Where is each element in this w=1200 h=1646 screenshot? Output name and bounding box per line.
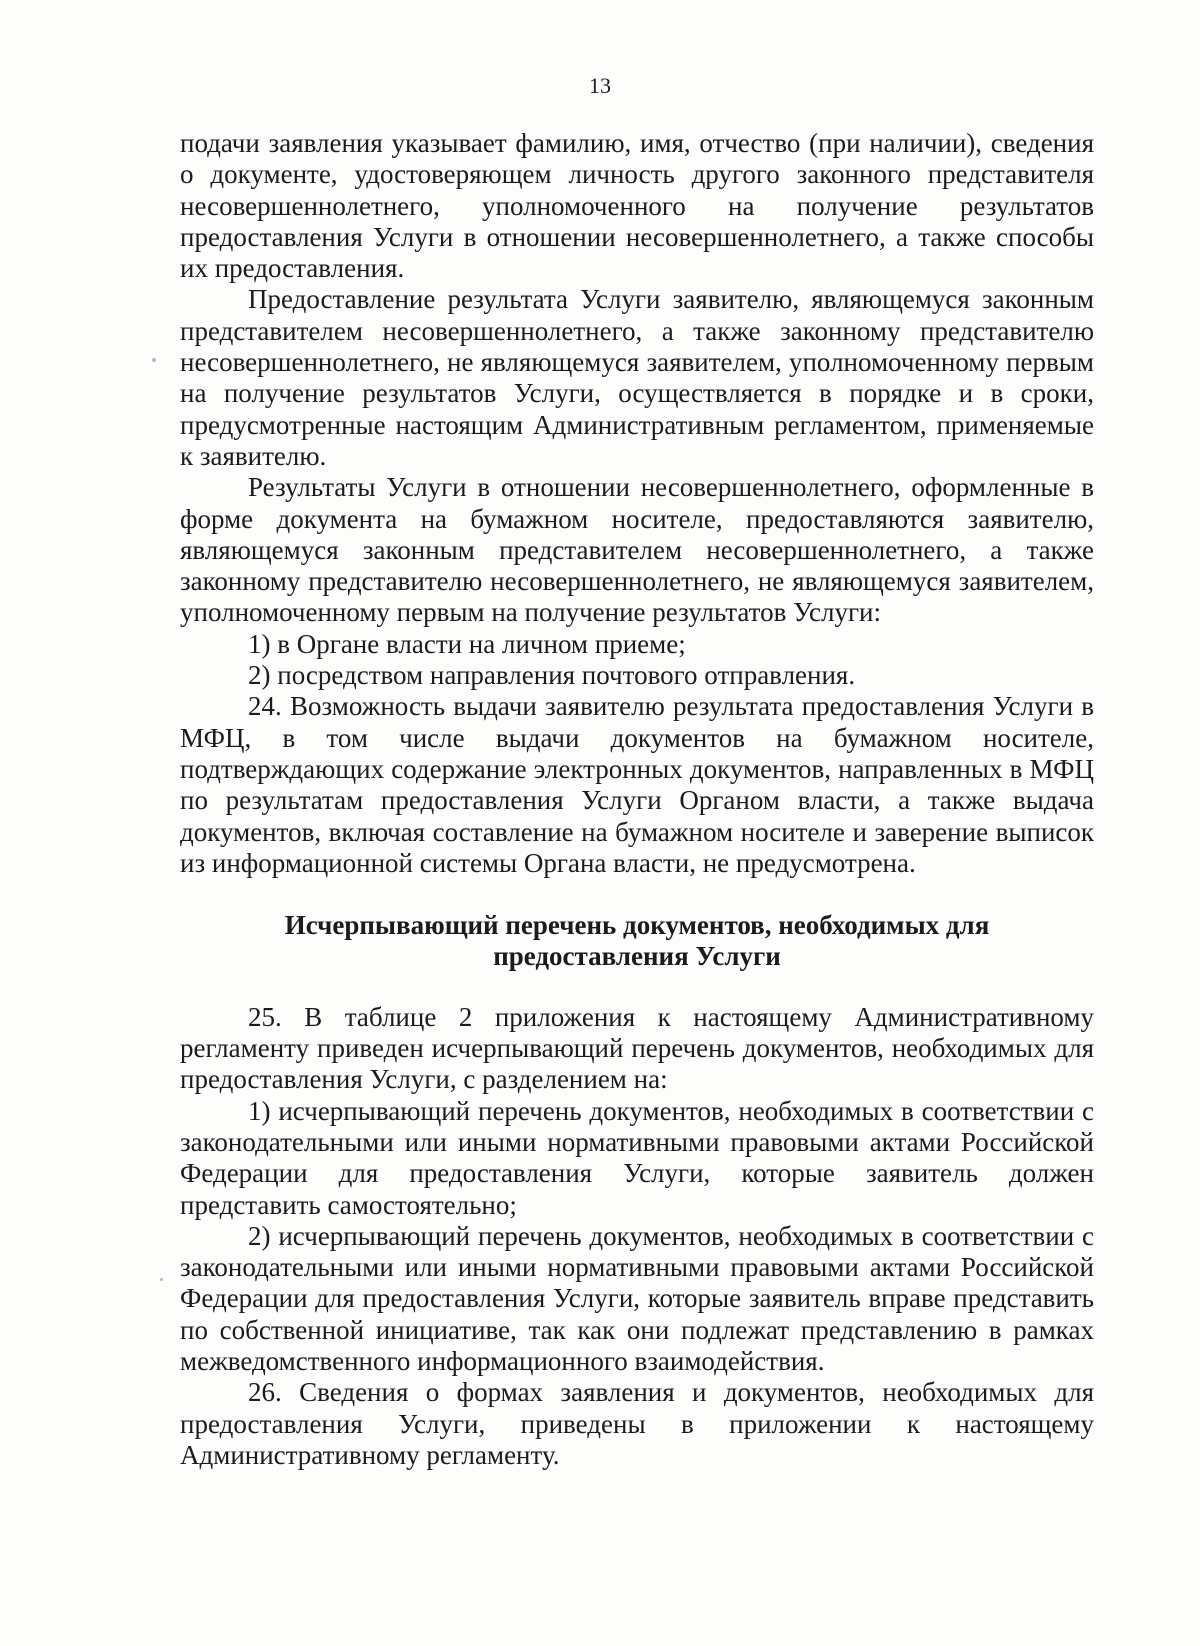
paragraph-26: 26. Сведения о формах заявления и документов, необходимых для предоставления Услуги, приведены в приложении к настоящему Административному регламенту. (180, 1377, 1094, 1470)
paragraph-25: 25. В таблице 2 приложения к настоящему Административному регламенту приведен исчерпывающий перечень документов, необходимых для предоставления Услуги, с разделением на: (180, 1001, 1094, 1095)
document-body (180, 128, 1094, 1471)
paragraph-continuation: подачи заявления указывает фамилию, имя, отчество (при наличии), сведения о документе, удостоверяющем личность другого законного представителя несовершеннолетнего, уполномоченного на получение результатов предоставления Услуги в отношении несовершеннолетнего, а также способы их предоставления. (180, 128, 1094, 284)
list-item-postal: 2) посредством направления почтового отправления. (248, 660, 856, 691)
paragraph-paper-results: Результаты Услуги в отношении несовершеннолетнего, оформленные в форме документа на бумажном носителе, предоставляются заявителю, являющемуся законным представителем несовершеннолетнего, а также законному представителю несовершеннолетнего, не являющемуся заявителем, уполномоченному первым на получение результатов Услуги: (180, 472, 1094, 628)
scan-speck (160, 1278, 163, 1281)
scan-speck (152, 358, 156, 362)
section-heading-line-1: Исчерпывающий перечень документов, необходимых для (284, 910, 990, 941)
list-item-optional-documents: 2) исчерпывающий перечень документов, необходимых в соответствии с законодательными или иными нормативными правовыми актами Российской Федерации для предоставления Услуги, которые заявитель вправе представить по собственной инициативе, так как они подлежат представлению в рамках межведомственного информационного взаимодействия. (180, 1220, 1094, 1376)
paragraph-result-delivery: Предоставление результата Услуги заявителю, являющемуся законным представителем несовершеннолетнего, а также законному представителю несовершеннолетнего, не являющемуся заявителем, уполномоченному первым на получение результатов Услуги, осуществляется в порядке и в сроки, предусмотренные настоящим Административным регламентом, применяемые к заявителю. (180, 284, 1094, 471)
page-number: 13 (589, 73, 611, 98)
section-heading-line-2: предоставления Услуги (493, 941, 781, 972)
list-item-in-person: 1) в Органе власти на личном приеме; (248, 628, 686, 659)
spacer (180, 879, 1094, 910)
list-item-mandatory-documents: 1) исчерпывающий перечень документов, необходимых в соответствии с законодательными или иными нормативными правовыми актами Российской Федерации для предоставления Услуги, которые заявитель должен представить самостоятельно; (180, 1095, 1094, 1220)
paragraph-24: 24. Возможность выдачи заявителю результата предоставления Услуги в МФЦ, в том числе выдачи документов на бумажном носителе, подтверждающих содержание электронных документов, направленных в МФЦ по результатам предоставления Услуги Органом власти, а также выдача документов, включая составление на бумажном носителе и заверение выписок из информационной системы Органа власти, не предусмотрена. (180, 691, 1094, 878)
spacer (180, 973, 1094, 1002)
